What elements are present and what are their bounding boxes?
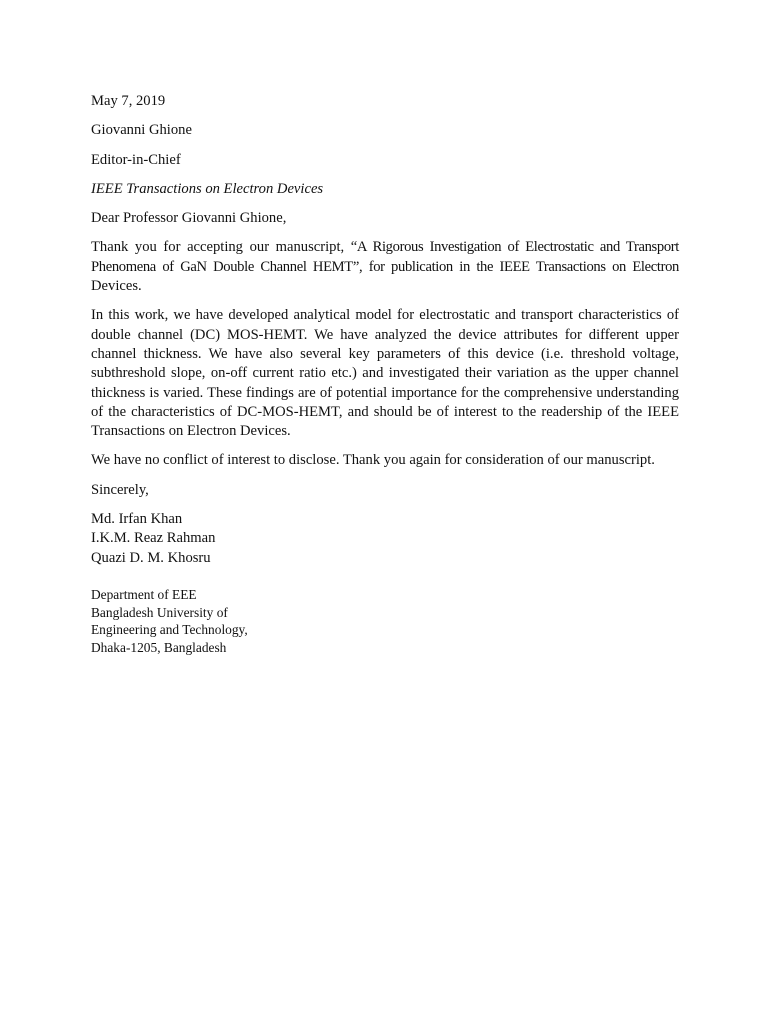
paragraph-work-summary: In this work, we have developed analytical model for electrostatic and transport characteristics of double channel (DC) MOS-HEMT. We have analyzed the device attributes for different upper channel thickness. We have also several key parameters of this device (i.e. threshold voltage, subthreshold slope, on-off current ratio etc.) and investigated their variation as the upper channel thickness is varied. These findings are of potential importance for the comprehensive understanding of the characteristics of DC-MOS-HEMT, and should be of interest to the readership of the IEEE Transactions on Electron Devices.	[91, 307, 679, 440]
recipient-title: Editor-in-Chief	[91, 151, 181, 168]
recipient-name: Giovanni Ghione	[91, 122, 192, 139]
salutation: Dear Professor Giovanni Ghione,	[91, 210, 287, 227]
signatory-name: Md. Irfan Khan	[91, 511, 183, 528]
journal-name: IEEE Transactions on Electron Devices	[91, 180, 324, 197]
paragraph-acceptance	[91, 238, 679, 296]
affiliation-line: Dhaka-1205, Bangladesh	[91, 639, 227, 655]
paragraph-conflict: We have no conflict of interest to disclose. Thank you again for consideration of our manuscript.	[91, 452, 655, 469]
closing: Sincerely,	[91, 481, 149, 498]
affiliation-line: Department of EEE	[91, 586, 197, 602]
letter-date: May 7, 2019	[91, 93, 166, 109]
affiliation-line: Bangladesh University of	[91, 604, 228, 620]
paragraph-acceptance-tail: Devices.	[91, 278, 142, 295]
affiliation-line: Engineering and Technology,	[91, 622, 248, 638]
letter-body	[91, 92, 679, 656]
paragraph-acceptance-lead: Thank you for accepting our manuscript,	[91, 239, 351, 256]
affiliation-block	[91, 586, 679, 656]
signatory-list	[91, 510, 679, 568]
signatory-name: Quazi D. M. Khosru	[91, 549, 211, 566]
manuscript-title: “A Rigorous Investigation of Electrostatic and Transport Phenomena of GaN Double Channel HEMT”, for publication in the IEEE Transactions on Electron	[91, 239, 679, 275]
signatory-name: I.K.M. Reaz Rahman	[91, 530, 216, 547]
